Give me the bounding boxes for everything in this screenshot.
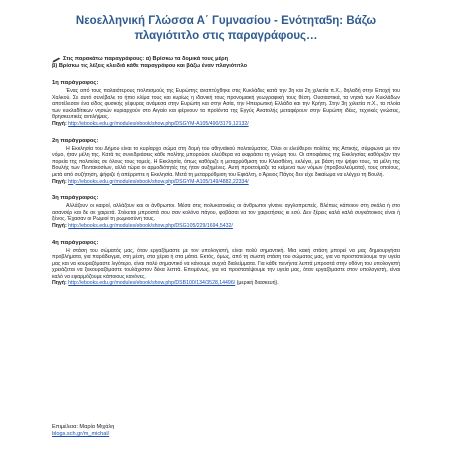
source-label: Πηγή:: [52, 280, 67, 287]
footer: [52, 424, 114, 438]
source-note: (μερική διασκευή).: [236, 280, 279, 287]
blog-link[interactable]: blogs.sch.gr/m_michal/: [52, 431, 110, 437]
pencil-icon: [52, 57, 61, 63]
source-link[interactable]: http://ebooks.edu.gr/modules/ebook/show.php/DSGYM-A105/490/3179,12132/: [68, 120, 249, 127]
source-label: Πηγή:: [52, 178, 67, 185]
section-heading: 1η παράγραφος:: [52, 80, 99, 86]
title-line-2: πλαγιότιτλο στις παραγράφους…: [134, 30, 318, 42]
section-heading: 2η παράγραφος:: [52, 137, 99, 144]
paragraph-section-1: [52, 79, 400, 128]
source-line: [52, 280, 400, 287]
source-link[interactable]: http://ebooks.edu.gr/modules/ebook/show.php/DSG105/229/1694,5432/: [68, 222, 233, 229]
paragraph-text: Ένας από τους παλαιότερους πολιτισμούς της Ευρώπης αναπτύχθηκε στις Κυκλάδες κατά την 3η και 2η χιλιετία π.Χ., δηλαδή στην Εποχή του Χαλκού. Σε αυτό συνέβαλε το ήπιο κλίμα τους και κυρίως η ιδανική τους προνομιακή γεωγραφική τους θέση. Ουσιαστικά, τα νησιά των Κυκλάδων αποτέλεσαν ένα είδος φυσικής γέφυρας ανάμεσα στην Ευρώπη και στην Ασία, την Ηπειρωτική Ελλάδα και την Κρήτη. Στην 3η χιλιετία π.Χ., τα πλοία των κυκλαδίτικων νησιών κυριαρχούν στο Αιγαίο και φέρνουν τα προϊόντα της Εγγύς Ανατολής μεταφέρουν στην Ευρώπη ιδέες, τεχνικές γνώσεις, θρησκευτικές αντιλήψεις.: [52, 88, 400, 121]
source-line: [52, 223, 400, 230]
paragraph-section-3: [52, 194, 400, 229]
section-heading: 4η παράγραφος:: [52, 239, 99, 246]
instruction-text-a: Στις παρακάτω παραγράφους: α) Βρίσκω τα δομικά τους μέρη: [63, 56, 229, 62]
instructions: [52, 56, 400, 70]
section-heading: 3η παράγραφος:: [52, 195, 99, 202]
source-link[interactable]: http://ebooks.edu.gr/modules/ebook/show.php/DSB100/134/3528,14496/: [68, 280, 236, 287]
page-title: [52, 14, 400, 44]
source-link[interactable]: http://ebooks.edu.gr/modules/ebook/show.php/DSGYM-A105/149/4882,22334/: [68, 178, 249, 185]
paragraph-text: Η Εκκλησία του Δήμου είναι το κυρίαρχο σώμα στη δομή του αθηναϊκού πολιτεύματος. Όλοι οι ελεύθεροι πολίτες της Αττικής, σύμφωνα με τον νόμο, ήταν μέλη της. Κατά τις συνεδριάσεις κάθε πολίτης μπορούσε ελεύθερα να εκφράσει τη γνώμη του. Οι αποφάσεις της Εκκλησίας καθόριζαν την πορεία της πολιτείας σε όλους τους τομείς. Η Εκκλησία, όπως καθόριζε η μεταρρύθμιση του Κλεισθένη, εκλέγει, με βάση την ψήφο τους, τα μέλη της Βουλής των Πεντακοσίων, αλλά τώρα οι αρμοδιότητές της ήταν αυξημένες. Αυτή προετοίμαζε τα κείμενα των νόμων (προβουλεύματα), τους οποίους, μετά από συζήτηση, ψήφιζε ή απέρριπτε η Εκκλησία. Μετά τη μεταρρύθμιση του Εφιάλτη, ο Άρειος Πάγος δεν είχε δικαίωμα να ελέγχει τη Βουλή.: [52, 145, 400, 178]
paragraph-text: Αλλάζουν οι καιροί, αλλάζουν και οι άνθρωποι. Μέσα στις πολυκατοικίες οι άνθρωποι γίνανε αγγλοπρεπείς. Βλέπεις κάποιον στη σκάλα ή στο ασανσέρ και δε σε χαιρετά. Στέκεται μπροστά σου σαν κολόνα πάγου, φοβάσαι να τον χαιρετήσεις κι εσύ. Δεν ξέρεις καλά καλά συγκάτοικος είναι ή ξένος. Έχασαν οι Ρωμιοί τη ρωμιοσύνη τους.: [52, 203, 400, 223]
instruction-line-a: [52, 56, 400, 63]
editor-credit: Επιμέλεια: Μαρία Μιχάλη: [52, 424, 115, 430]
source-line: [52, 121, 400, 128]
title-line-1: Νεοελληνική Γλώσσα Α΄ Γυμνασίου - Ενότητα5η: Βάζω: [75, 15, 377, 27]
paragraph-text: Η στάση του σώματός μας, όταν εργαζόμαστε με τον υπολογιστή, είναι πολύ σημαντική. Μια κακή στάση μπορεί να μας δημιουργήσει προβλήματα, για παράδειγμα, στη μέση, στα χέρια ή στα μάτια. Εκτός, όμως, από τη σωστή στάση του σώματος μας, για να προστατεύουμε την υγεία μας και να κουραζόμαστε λιγότερο, είναι πολύ σημαντικό να κάνουμε συχνά διαλείμματα. Για κάθε πενήντα λεπτά μπροστά στην οθόνη του υπολογιστή χρειάζεται να ξεκουραζόμαστε τουλάχιστον δέκα λεπτά. Επομένως, για να προστατέψουμε την υγεία μας, όταν εργαζόμαστε στον υπολογιστή, είναι καλό να εφαρμόζουμε κάποιους κανόνες.: [52, 247, 400, 280]
paragraph-section-4: [52, 239, 400, 288]
source-line: [52, 179, 400, 186]
paragraph-section-2: [52, 137, 400, 186]
source-label: Πηγή:: [52, 120, 67, 127]
instruction-line-b: β) Βρίσκω τις λέξεις κλειδιά κάθε παραγράφου και βάζω έναν πλαγιότιτλο: [52, 63, 248, 69]
source-label: Πηγή:: [52, 222, 67, 229]
